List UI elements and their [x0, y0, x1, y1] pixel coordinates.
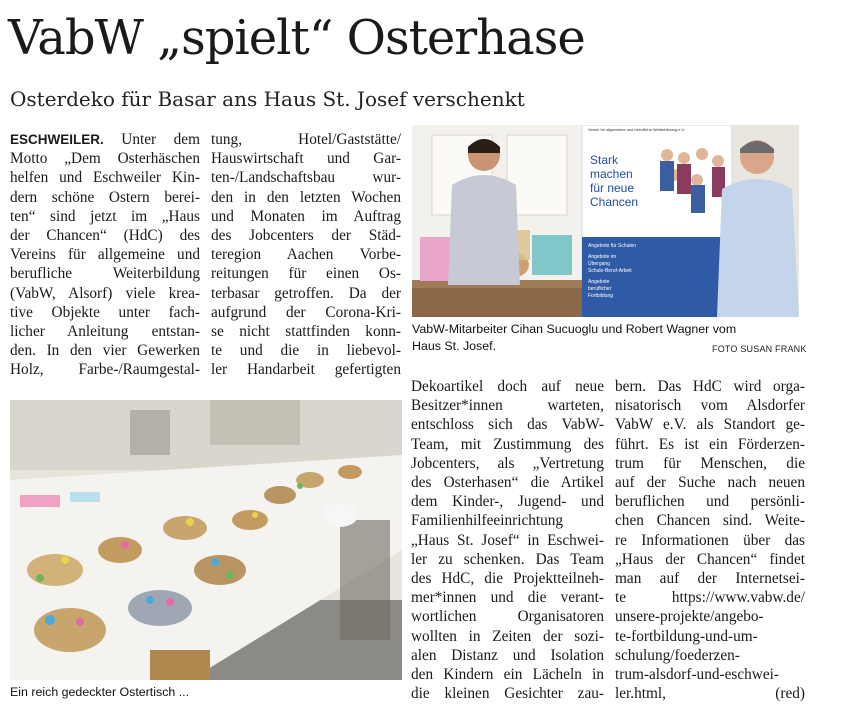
- article-line: terbasar getroffen. Da der: [211, 284, 401, 302]
- article-line: alen Distanz und Isolation: [411, 646, 604, 664]
- article-line: Familienhilfeeinrichtung: [411, 512, 564, 530]
- article-line: (VabW, Alsorf) viele krea-: [10, 284, 200, 302]
- article-line-text: Unter dem: [121, 131, 200, 148]
- article-line: bern. Das HdC wird orga-: [615, 378, 805, 395]
- article-line: VabW e.V. als Standort ge-: [615, 416, 805, 434]
- article-line: licher Anleitung entstan-: [10, 323, 200, 341]
- article-line: teregion Aachen Vorbe-: [211, 246, 401, 264]
- article-line: den in den letzten Wochen: [211, 188, 401, 206]
- article-line: des Osterhasen“ die Artikel: [411, 474, 604, 492]
- photo-top-caption-line1: VabW-Mitarbeiter Cihan Sucuoglu und Robert Wagner vom: [412, 322, 737, 336]
- article-line: te https://www.vabw.de/: [615, 589, 805, 607]
- article-line: „Haus St. Josef“ in Eschwei-: [411, 531, 604, 549]
- article-line: aufgrund der Corona-Kri-: [211, 303, 401, 321]
- article-line: dern schöne Ostern berei-: [10, 188, 200, 206]
- banner-small-line: beruflicher: [588, 286, 612, 292]
- article-line: wollten in Zeiten der sozi-: [411, 627, 604, 645]
- article-line: auf der Suche nach neuen: [615, 474, 805, 492]
- article-last-line: [615, 684, 805, 703]
- article-line: man auf der Internetsei-: [615, 570, 805, 588]
- dateline: ESCHWEILER.: [10, 132, 104, 147]
- article-line: mer*innen und die verant-: [411, 589, 604, 607]
- article-line: te-fortbildung-und-um-: [615, 627, 758, 645]
- photo-easter-table: [10, 400, 402, 680]
- article-line: re Informationen über das: [615, 531, 805, 549]
- article-line: führt. Es ist ein Förderzen-: [615, 435, 805, 453]
- article-line: Motto „Dem Osterhäschen: [10, 150, 200, 168]
- article-line: te und die in liebevol-: [211, 342, 401, 360]
- article-line: Hauswirtschaft und Gar-: [211, 150, 401, 168]
- article-line: se nicht stattfinden konn-: [211, 323, 401, 341]
- article-line: dem Kinder-, Jugend- und: [411, 493, 604, 511]
- article-line: (red): [775, 685, 805, 703]
- article-line: Jobcenters, als „Vertretung: [411, 454, 604, 472]
- article-line: ler.html,: [615, 685, 666, 703]
- article-line: tive Objekte unter fach-: [10, 303, 200, 321]
- article-column-2: [211, 130, 401, 380]
- article-line: unsere-projekte/angebo-: [615, 608, 764, 626]
- article-line: ler Handarbeit gefertigten: [211, 361, 401, 379]
- article-line: ler zu schenken. Das Team: [411, 550, 604, 568]
- banner-small-line: Übergang: [588, 261, 610, 267]
- article-line: tung, Hotel/Gaststätte/: [211, 131, 401, 148]
- banner-small-line: Fortbildung: [588, 293, 614, 299]
- photo-credit: FOTO SUSAN FRANK: [712, 344, 807, 354]
- article-line: „Haus der Chancen“ findet: [615, 550, 805, 568]
- article-line: chen Chancen sind. Weite-: [615, 512, 805, 530]
- article-line: Vereins für allgemeine und: [10, 246, 200, 264]
- banner-slogan: [590, 153, 638, 209]
- article-line: den Kindern ein Lächeln in: [411, 666, 604, 684]
- article-line: helfen und Eschweiler Kin-: [10, 169, 200, 187]
- banner-small-line: Schule-Beruf-Arbeit: [588, 268, 632, 274]
- article-line: des HdC, die Projektteilneh-: [411, 570, 604, 588]
- article-line: beruflichen und persönli-: [615, 493, 805, 511]
- article-line: trum für Menschen, die: [615, 454, 805, 472]
- article-line: [10, 130, 200, 149]
- banner-slogan-line: für neue: [590, 181, 635, 195]
- article-column-4: [615, 377, 805, 703]
- photo-bottom-caption: Ein reich gedeckter Ostertisch ...: [10, 685, 190, 699]
- headline: VabW „spielt“ Osterhase: [8, 10, 585, 66]
- article-line: Holz, Farbe-/Raumgestal-: [10, 361, 200, 379]
- article-line: des Jobcenters der Städ-: [211, 227, 401, 245]
- article-line: schulung/foederzen-: [615, 646, 740, 664]
- article-line: Besitzer*innen warteten,: [411, 397, 604, 415]
- article-line: ten-/Landschaftsbau wur-: [211, 169, 401, 187]
- photo-staff-with-banner: [412, 125, 799, 317]
- banner-small-text: [588, 243, 636, 300]
- article-line: den. In den vier Gewerken: [10, 342, 200, 360]
- article-line: berufliche Weiterbildung: [10, 265, 200, 283]
- article-line: wortlichen Organisatoren: [411, 608, 604, 626]
- banner-slogan-line: machen: [590, 167, 633, 181]
- banner-header-text: Verein für allgemeine und berufliche Weiterbildung e.V.: [588, 127, 686, 132]
- article-column-3: [411, 377, 604, 703]
- banner-slogan-line: Chancen: [590, 195, 639, 209]
- banner-small-line: Angebote für Schulen: [588, 243, 637, 249]
- article-line: Team, mit Zustimmung des: [411, 435, 604, 453]
- article-line: trum-alsdorf-und-eschwei-: [615, 666, 779, 684]
- banner-slogan-line: Stark: [590, 153, 619, 167]
- banner-small-line: Angebote im: [588, 254, 617, 260]
- article-line: der Chancen“ (HdC) des: [10, 227, 200, 245]
- article-line: Dekoartikel doch auf neue: [411, 378, 604, 395]
- article-line: nisatorisch vom Alsdorfer: [615, 397, 805, 415]
- article-line: reitungen für einen Os-: [211, 265, 401, 283]
- subheadline: Osterdeko für Basar ans Haus St. Josef verschenkt: [10, 87, 525, 111]
- article-line: ten“ sind jetzt im „Haus: [10, 207, 200, 225]
- banner-small-line: Angebote: [588, 279, 610, 285]
- article-line: die kleinen Gesichter zau-: [411, 685, 604, 703]
- article-line: und Monaten im Auftrag: [211, 207, 401, 225]
- article-column-1: [10, 130, 200, 380]
- article-line: entschloss sich das VabW-: [411, 416, 604, 434]
- photo-top-caption-line2: Haus St. Josef.: [412, 339, 497, 353]
